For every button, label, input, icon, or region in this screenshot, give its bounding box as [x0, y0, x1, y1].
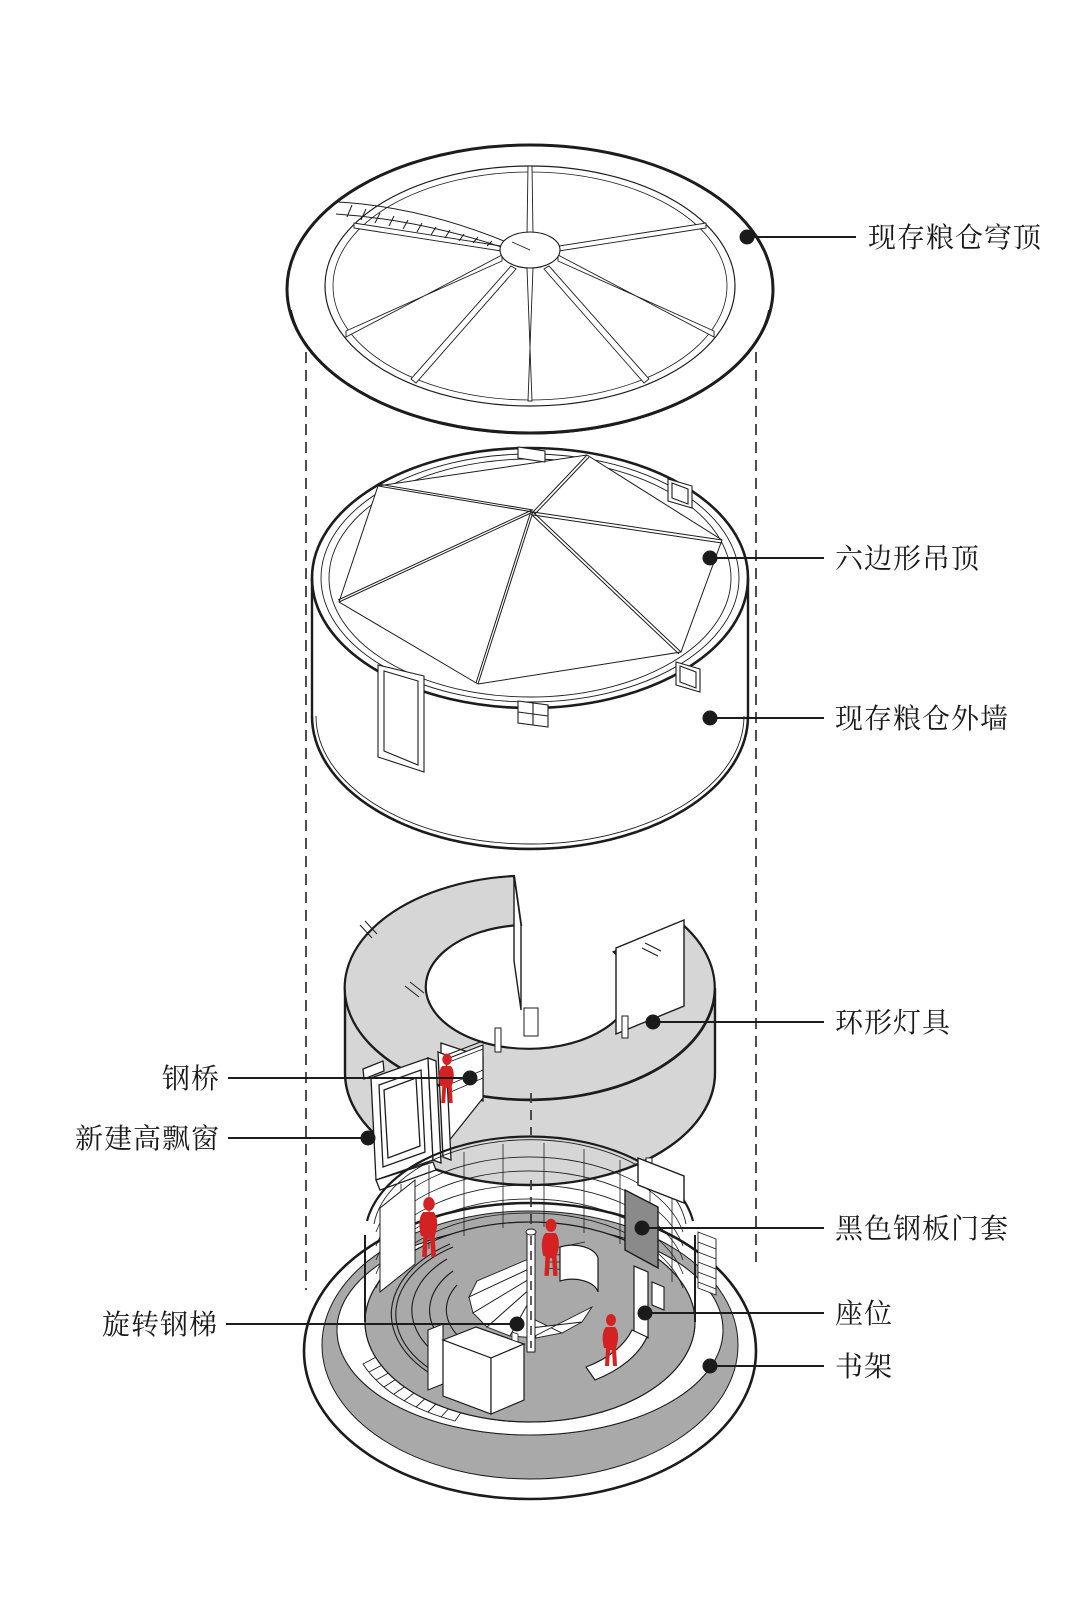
silo-wall-layer: [312, 447, 748, 849]
door-surround: [638, 1158, 684, 1203]
dome-layer: [287, 145, 773, 434]
label-seat: 座位: [835, 1298, 894, 1329]
label-bookshelf: 书架: [835, 1351, 894, 1382]
label-door-frame: 黑色钢板门套: [835, 1213, 1010, 1244]
right-ladder-panel: [698, 1232, 716, 1295]
label-ring-light: 环形灯具: [835, 1007, 952, 1038]
desk-post: [512, 1332, 518, 1342]
seat-back: [634, 1266, 648, 1338]
label-spiral-stair: 旋转钢梯: [101, 1309, 218, 1340]
desk-back-block: [428, 1324, 443, 1390]
label-hex-ceiling: 六边形吊顶: [835, 543, 981, 574]
seat-stub: [652, 1282, 664, 1310]
ring-end-face-left: [514, 876, 521, 1010]
label-bay-window: 新建高飘窗: [74, 1123, 220, 1154]
label-dome: 现存粮仓穹顶: [868, 222, 1043, 253]
label-silo-wall: 现存粮仓外墙: [835, 703, 1010, 734]
label-steel-bridge: 钢桥: [161, 1063, 220, 1094]
